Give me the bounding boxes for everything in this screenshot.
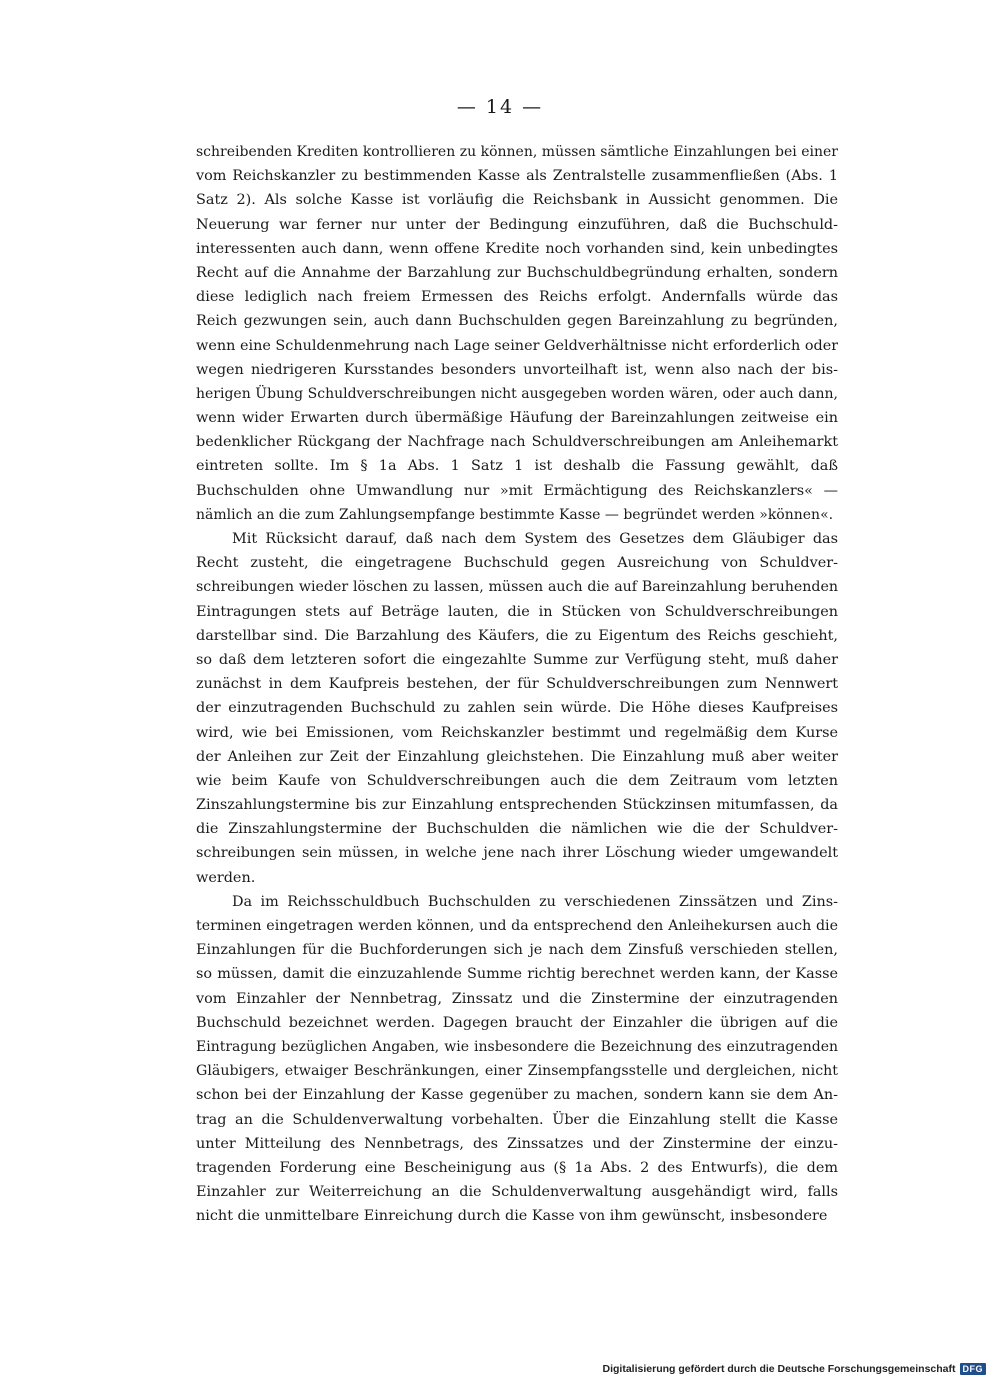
text-line: Recht zusteht, die eingetragene Buchschuld gegen Ausreichung von Schuldver-	[196, 555, 838, 572]
text-line: so müssen, damit die einzuzahlende Summe richtig berechnet werden kann, der Kasse	[196, 966, 838, 983]
text-line: diese lediglich nach freiem Ermessen des Reichs erfolgt. Andernfalls würde das	[196, 289, 838, 306]
text-line: herigen Übung Schuldverschreibungen nicht ausgegeben worden wären, oder auch dann,	[196, 385, 838, 402]
text-line: trag an die Schuldenverwaltung vorbehalten. Über die Einzahlung stellt die Kasse	[196, 1111, 838, 1128]
paragraph	[196, 527, 838, 890]
text-line: wenn wider Erwarten durch übermäßige Häufung der Bareinzahlungen zeitweise ein	[196, 410, 838, 427]
paragraph	[196, 890, 838, 1229]
text-line: wie beim Kaufe von Schuldverschreibungen auch die dem Zeitraum vom letzten	[196, 772, 838, 789]
text-line: wegen niedrigeren Kursstandes besonders unvorteilhaft ist, wenn also nach der bis-	[196, 361, 838, 378]
text-line: Satz 2). Als solche Kasse ist vorläufig die Reichsbank in Aussicht genommen. Die	[196, 192, 838, 209]
text-line: Neuerung war ferner nur unter der Bedingung einzuführen, daß die Buchschuld-	[196, 216, 838, 233]
text-line: nicht die unmittelbare Einreichung durch die Kasse von ihm gewünscht, insbesondere	[196, 1208, 828, 1225]
text-line: schreibungen wieder löschen zu lassen, müssen auch die auf Bareinzahlung beruhenden	[196, 579, 838, 596]
text-line: bedenklicher Rückgang der Nachfrage nach Schuldverschreibungen am Anleihemarkt	[196, 434, 838, 451]
text-line: zunächst in dem Kaufpreis bestehen, der für Schuldverschreibungen zum Nennwert	[196, 676, 838, 693]
text-line: Da im Reichsschuldbuch Buchschulden zu verschiedenen Zinssätzen und Zins-	[232, 893, 838, 910]
text-line: Reich gezwungen sein, auch dann Buchschulden gegen Bareinzahlung zu begründen,	[196, 313, 838, 330]
text-line: Eintragungen stets auf Beträge lauten, die in Stücken von Schuldverschreibungen	[196, 603, 838, 620]
body-text	[196, 140, 838, 1228]
text-line: Buchschuld bezeichnet werden. Dagegen braucht der Einzahler die übrigen auf die	[196, 1014, 838, 1031]
text-line: wird, wie bei Emissionen, vom Reichskanzler bestimmt und regelmäßig dem Kurse	[196, 724, 838, 741]
text-line: Zinszahlungstermine bis zur Einzahlung entsprechenden Stückzinsen mitumfassen, da	[196, 797, 838, 814]
footer-text: Digitalisierung gefördert durch die Deutsche Forschungsgemeinschaft	[602, 1363, 956, 1375]
digitization-credit	[603, 1363, 986, 1375]
text-line: werden.	[196, 869, 256, 886]
text-line: nämlich an die zum Zahlungsempfange bestimmte Kasse — begründet werden »können«.	[196, 506, 834, 523]
text-line: Buchschulden ohne Umwandlung nur »mit Ermächtigung des Reichskanzlers« —	[196, 482, 838, 499]
text-line: Einzahler zur Weiterreichung an die Schuldenverwaltung ausgehändigt wird, falls	[196, 1184, 838, 1201]
text-line: der Anleihen zur Zeit der Einzahlung gleichstehen. Die Einzahlung muß aber weiter	[196, 748, 838, 765]
paragraph	[196, 140, 838, 527]
text-line: der einzutragenden Buchschuld zu zahlen sein würde. Die Höhe dieses Kaufpreises	[196, 700, 838, 717]
text-line: vom Reichskanzler zu bestimmenden Kasse als Zentralstelle zusammenfließen (Abs. 1	[196, 168, 838, 185]
text-line: darstellbar sind. Die Barzahlung des Käufers, die zu Eigentum des Reichs geschieht,	[196, 627, 838, 644]
text-line: schreibungen sein müssen, in welche jene nach ihrer Löschung wieder umgewandelt	[196, 845, 838, 862]
text-line: Gläubigers, etwaiger Beschränkungen, einer Zinsempfangsstelle und dergleichen, nicht	[196, 1063, 838, 1080]
dfg-logo: DFG	[960, 1363, 987, 1375]
text-line: interessenten auch dann, wenn offene Kredite noch vorhanden sind, kein unbedingtes	[196, 240, 838, 257]
text-line: Eintragung bezüglichen Angaben, wie insbesondere die Bezeichnung des einzutragenden	[196, 1038, 838, 1055]
text-line: schon bei der Einzahlung der Kasse gegenüber zu machen, sondern kann sie dem An-	[196, 1087, 838, 1104]
text-line: tragenden Forderung eine Bescheinigung aus (§ 1a Abs. 2 des Entwurfs), die dem	[196, 1159, 838, 1176]
text-line: unter Mitteilung des Nennbetrags, des Zinssatzes und der Zinstermine der einzu-	[196, 1135, 838, 1152]
text-line: Recht auf die Annahme der Barzahlung zur Buchschuldbegründung erhalten, sondern	[196, 264, 838, 281]
text-line: Einzahlungen für die Buchforderungen sich je nach dem Zinsfuß verschieden stellen,	[196, 942, 838, 959]
text-line: vom Einzahler der Nennbetrag, Zinssatz und die Zinstermine der einzutragenden	[196, 990, 838, 1007]
page-number: — 14 —	[456, 96, 544, 118]
text-line: so daß dem letzteren sofort die eingezahlte Summe zur Verfügung steht, muß daher	[196, 651, 838, 668]
text-line: wenn eine Schuldenmehrung nach Lage seiner Geldverhältnisse nicht erforderlich oder	[196, 337, 838, 354]
text-line: die Zinszahlungstermine der Buchschulden die nämlichen wie die der Schuldver-	[196, 821, 838, 838]
text-line: schreibenden Krediten kontrollieren zu können, müssen sämtliche Einzahlungen bei einer	[196, 144, 838, 160]
text-line: eintreten sollte. Im § 1a Abs. 1 Satz 1 ist deshalb die Fassung gewählt, daß	[196, 458, 838, 475]
text-line: terminen eingetragen werden können, und da entsprechend den Anleihekursen auch die	[196, 918, 838, 934]
text-line: Mit Rücksicht darauf, daß nach dem System des Gesetzes dem Gläubiger das	[232, 531, 838, 547]
